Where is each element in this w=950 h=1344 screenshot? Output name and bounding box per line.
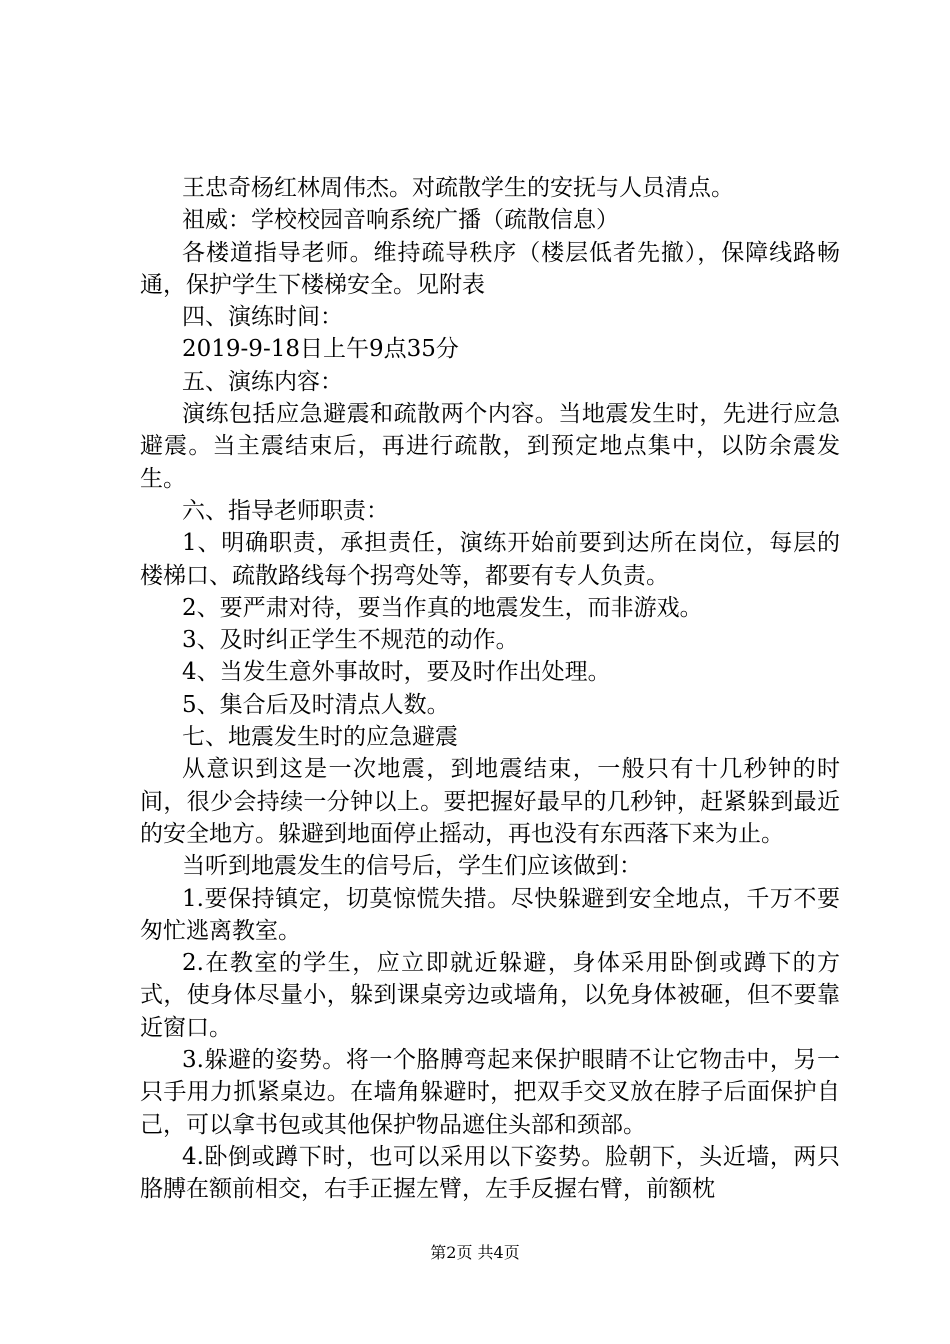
list-item-step-3: 3.躲避的姿势。将一个胳膊弯起来保护眼睛不让它物击中，另一只手用力抓紧桌边。在墙角躲避时，把双手交叉放在脖子后面保护自己，可以拿书包或其他保护物品遮住头部和颈部。 [140, 1047, 840, 1138]
heading-drill-time: 四、演练时间： [182, 304, 343, 331]
list-item-duty-2: 2、要严肃对待，要当作真的地震发生，而非游戏。 [182, 594, 703, 621]
paragraph-evacuation-staff: 王忠奇杨红林周伟杰。对疏散学生的安抚与人员清点。 [182, 175, 734, 201]
list-item-duty-5: 5、集合后及时清点人数。 [182, 691, 450, 718]
list-item-step-1: 1.要保持镇定，切莫惊慌失措。尽快躲避到安全地点，千万不要匆忙逃离教室。 [140, 885, 840, 944]
list-item-step-4: 4.卧倒或蹲下时，也可以采用以下姿势。脸朝下，头近墙，两只胳膊在额前相交，右手正握左臂，左手反握右臂，前额枕 [140, 1143, 840, 1203]
paragraph-student-instructions: 当听到地震发生的信号后，学生们应该做到： [182, 853, 642, 880]
paragraph-broadcast: 祖威：学校校园音响系统广播（疏散信息） [182, 207, 619, 234]
heading-drill-content: 五、演练内容： [182, 368, 343, 395]
paragraph-earthquake-duration: 从意识到这是一次地震，到地震结束，一般只有十几秒钟的时间，很少会持续一分钟以上。要把握好最早的几秒钟，赶紧躲到最近的安全地方。躲避到地面停止摇动，再也没有东西落下来为止。 [140, 756, 840, 847]
paragraph-drill-content: 演练包括应急避震和疏散两个内容。当地震发生时，先进行应急避震。当主震结束后，再进行疏散，到预定地点集中，以防余震发生。 [140, 401, 840, 492]
page-number: 第2页 共4页 [430, 1243, 520, 1262]
list-item-duty-4: 4、当发生意外事故时，要及时作出处理。 [182, 659, 611, 686]
document-body [140, 172, 840, 1206]
list-item-duty-3: 3、及时纠正学生不规范的动作。 [182, 627, 519, 654]
heading-emergency-shelter: 七、地震发生时的应急避震 [182, 724, 458, 751]
heading-teacher-duties: 六、指导老师职责： [182, 497, 389, 524]
list-item-duty-1: 1、明确职责，承担责任，演练开始前要到达所在岗位，每层的楼梯口、疏散路线每个拐弯处等，都要有专人负责。 [140, 530, 840, 589]
list-item-step-2: 2.在教室的学生，应立即就近躲避，身体采用卧倒或蹲下的方式，使身体尽量小，躲到课桌旁边或墙角，以免身体被砸，但不要靠近窗口。 [140, 950, 840, 1041]
paragraph-floor-teachers: 各楼道指导老师。维持疏导秩序（楼层低者先撤），保障线路畅通，保护学生下楼梯安全。见附表 [140, 239, 840, 298]
paragraph-drill-date: 2019-9-18日上午9点35分 [182, 336, 459, 363]
page-footer [0, 1243, 950, 1263]
